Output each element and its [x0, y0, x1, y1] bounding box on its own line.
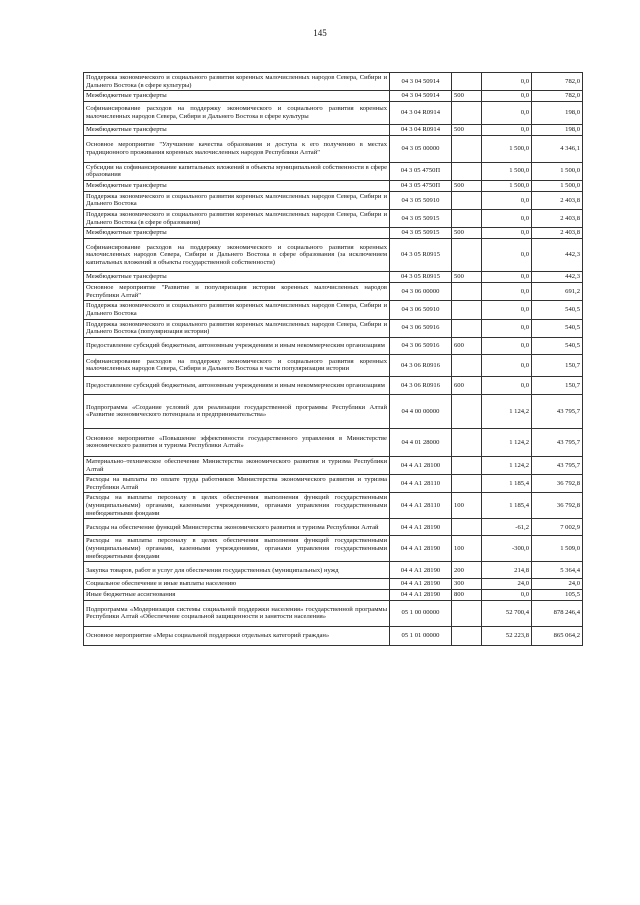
- row-code-cell: 04 3 06 50916: [390, 337, 452, 354]
- row-name-cell: Материально–техническое обеспечение Министерства экономического развития и туризма Республики Алтай: [84, 456, 390, 474]
- row-code-cell: 04 4 А1 28190: [390, 562, 452, 579]
- table-row: [84, 337, 583, 354]
- row-amount-change-cell: 52 223,8: [482, 626, 532, 645]
- row-type-cell: [452, 239, 482, 272]
- row-amount-change-cell: 0,0: [482, 590, 532, 601]
- row-amount-total-cell: 150,7: [532, 354, 583, 376]
- row-name-cell: Поддержка экономического и социального развития коренных малочисленных народов Севера, Сибири и Дальнего Востока: [84, 301, 390, 319]
- row-code-cell: 04 3 05 50915: [390, 228, 452, 239]
- table-row: [84, 239, 583, 272]
- row-type-cell: [452, 191, 482, 209]
- row-amount-change-cell: 0,0: [482, 239, 532, 272]
- row-type-cell: [452, 456, 482, 474]
- row-code-cell: 04 4 А1 28110: [390, 493, 452, 519]
- row-name-cell: Основное мероприятие «Повышение эффективности государственного управления в Министерстве экономического развития и туризма Республики Алтай»: [84, 428, 390, 456]
- row-amount-total-cell: 43 795,7: [532, 394, 583, 428]
- row-amount-total-cell: 442,3: [532, 272, 583, 283]
- row-code-cell: 04 3 04 50914: [390, 73, 452, 91]
- row-code-cell: 04 4 00 00000: [390, 394, 452, 428]
- table-row: [84, 475, 583, 493]
- row-code-cell: 04 3 04 R0914: [390, 101, 452, 124]
- table-row: [84, 519, 583, 536]
- table-row: [84, 272, 583, 283]
- row-name-cell: Софинансирование расходов на поддержку экономического и социального развития коренных малочисленных народов Севера, Сибири и Дальнего Востока в сфере культуры: [84, 101, 390, 124]
- row-type-cell: [452, 73, 482, 91]
- row-type-cell: [452, 162, 482, 180]
- budget-table-body: [84, 73, 583, 646]
- row-amount-total-cell: 4 346,1: [532, 135, 583, 162]
- row-amount-change-cell: 0,0: [482, 228, 532, 239]
- row-type-cell: 100: [452, 493, 482, 519]
- page-number: 145: [313, 28, 327, 38]
- row-amount-change-cell: 1 124,2: [482, 456, 532, 474]
- table-row: [84, 428, 583, 456]
- row-code-cell: 04 4 А1 28190: [390, 579, 452, 590]
- row-code-cell: 04 3 06 50910: [390, 301, 452, 319]
- table-row: [84, 191, 583, 209]
- row-amount-total-cell: 105,5: [532, 590, 583, 601]
- row-code-cell: 04 4 А1 28190: [390, 536, 452, 562]
- row-name-cell: Подпрограмма «Создание условий для реализации государственной программы Республики Алтай «Развитие экономического потенциала и предпринимательства»: [84, 394, 390, 428]
- row-code-cell: 05 1 01 00000: [390, 626, 452, 645]
- row-code-cell: 04 3 05 00000: [390, 135, 452, 162]
- row-name-cell: Субсидии на софинансирование капитальных вложений в объекты муниципальной собственности в сфере образования: [84, 162, 390, 180]
- row-type-cell: [452, 600, 482, 626]
- row-code-cell: 04 4 А1 28100: [390, 456, 452, 474]
- row-amount-change-cell: 1 124,2: [482, 428, 532, 456]
- row-amount-change-cell: 0,0: [482, 283, 532, 301]
- row-code-cell: 04 3 05 R0915: [390, 272, 452, 283]
- table-row: [84, 626, 583, 645]
- row-amount-change-cell: 1 185,4: [482, 475, 532, 493]
- table-row: [84, 91, 583, 102]
- table-row: [84, 354, 583, 376]
- table-row: [84, 283, 583, 301]
- row-name-cell: Подпрограмма «Модернизация системы социальной поддержки населения» государственной программы Республики Алтай «Обеспечение социальной защищенности и занятости населения»: [84, 600, 390, 626]
- row-name-cell: Основное мероприятие "Развитие и популяризация истории коренных малочисленных народов Республики Алтай": [84, 283, 390, 301]
- row-amount-total-cell: 7 002,9: [532, 519, 583, 536]
- row-code-cell: 04 4 А1 28190: [390, 519, 452, 536]
- row-type-cell: [452, 394, 482, 428]
- row-amount-total-cell: 24,0: [532, 579, 583, 590]
- row-amount-change-cell: 0,0: [482, 376, 532, 394]
- row-name-cell: Софинансирование расходов на поддержку экономического и социального развития коренных малочисленных народов Севера, Сибири и Дальнего Востока в части популяризации истории: [84, 354, 390, 376]
- row-name-cell: Поддержка экономического и социального развития коренных малочисленных народов Севера, Сибири и Дальнего Востока (в сфере культуры): [84, 73, 390, 91]
- row-amount-change-cell: 0,0: [482, 124, 532, 135]
- row-amount-total-cell: 442,3: [532, 239, 583, 272]
- row-name-cell: Межбюджетные трансферты: [84, 272, 390, 283]
- row-amount-change-cell: 214,8: [482, 562, 532, 579]
- row-amount-total-cell: 540,5: [532, 301, 583, 319]
- table-row: [84, 162, 583, 180]
- row-code-cell: 04 3 05 4750П: [390, 180, 452, 191]
- row-name-cell: Закупка товаров, работ и услуг для обеспечения государственных (муниципальных) нужд: [84, 562, 390, 579]
- table-row: [84, 579, 583, 590]
- row-type-cell: [452, 354, 482, 376]
- row-amount-change-cell: 0,0: [482, 101, 532, 124]
- table-row: [84, 124, 583, 135]
- row-code-cell: 04 3 06 00000: [390, 283, 452, 301]
- table-row: [84, 73, 583, 91]
- row-amount-total-cell: 878 246,4: [532, 600, 583, 626]
- row-name-cell: Предоставление субсидий бюджетным, автономным учреждениям и иным некоммерческим организациям: [84, 337, 390, 354]
- row-name-cell: Поддержка экономического и социального развития коренных малочисленных народов Севера, Сибири и Дальнего Востока (в сфере образования): [84, 210, 390, 228]
- row-amount-change-cell: 0,0: [482, 210, 532, 228]
- row-amount-total-cell: 43 795,7: [532, 428, 583, 456]
- table-row: [84, 301, 583, 319]
- row-name-cell: Расходы на обеспечение функций Министерства экономического развития и туризма Республики Алтай: [84, 519, 390, 536]
- budget-table: [83, 72, 583, 646]
- row-name-cell: Социальное обеспечение и иные выплаты населению: [84, 579, 390, 590]
- row-amount-total-cell: 782,0: [532, 91, 583, 102]
- row-amount-change-cell: 1 500,0: [482, 162, 532, 180]
- row-name-cell: Поддержка экономического и социального развития коренных малочисленных народов Севера, Сибири и Дальнего Востока (популяризация истории): [84, 319, 390, 337]
- row-amount-total-cell: 198,0: [532, 124, 583, 135]
- row-code-cell: 04 3 05 R0915: [390, 239, 452, 272]
- row-amount-change-cell: 0,0: [482, 354, 532, 376]
- row-amount-total-cell: 782,0: [532, 73, 583, 91]
- row-amount-total-cell: 865 064,2: [532, 626, 583, 645]
- row-amount-total-cell: 36 792,8: [532, 493, 583, 519]
- row-code-cell: 04 3 06 R0916: [390, 354, 452, 376]
- row-amount-total-cell: 2 403,8: [532, 228, 583, 239]
- table-row: [84, 536, 583, 562]
- row-code-cell: 04 4 А1 28190: [390, 590, 452, 601]
- table-row: [84, 376, 583, 394]
- row-type-cell: 500: [452, 91, 482, 102]
- row-name-cell: Расходы на выплаты персоналу в целях обеспечения выполнения функций государственными (муниципальными) органами, казенными учреждениями, органами управления государственными внебюджетными фондами: [84, 536, 390, 562]
- row-code-cell: 04 3 05 50910: [390, 191, 452, 209]
- table-row: [84, 180, 583, 191]
- row-code-cell: 04 3 06 R0916: [390, 376, 452, 394]
- table-row: [84, 319, 583, 337]
- row-amount-total-cell: 2 403,8: [532, 210, 583, 228]
- row-type-cell: 100: [452, 536, 482, 562]
- row-code-cell: 04 3 05 50915: [390, 210, 452, 228]
- row-amount-change-cell: 24,0: [482, 579, 532, 590]
- row-amount-change-cell: 52 700,4: [482, 600, 532, 626]
- row-amount-change-cell: 0,0: [482, 191, 532, 209]
- row-name-cell: Основное мероприятие "Улучшение качества образования и доступа к его получению в местах традиционного проживания коренных малочисленных народов Республики Алтай": [84, 135, 390, 162]
- row-amount-change-cell: -300,0: [482, 536, 532, 562]
- row-name-cell: Межбюджетные трансферты: [84, 91, 390, 102]
- row-code-cell: 04 3 06 50916: [390, 319, 452, 337]
- row-amount-change-cell: 0,0: [482, 337, 532, 354]
- row-amount-change-cell: 1 500,0: [482, 180, 532, 191]
- row-amount-total-cell: 150,7: [532, 376, 583, 394]
- row-type-cell: 500: [452, 180, 482, 191]
- row-amount-total-cell: 2 403,8: [532, 191, 583, 209]
- row-amount-change-cell: 0,0: [482, 301, 532, 319]
- row-type-cell: [452, 428, 482, 456]
- row-code-cell: 05 1 00 00000: [390, 600, 452, 626]
- row-type-cell: [452, 319, 482, 337]
- row-code-cell: 04 3 05 4750П: [390, 162, 452, 180]
- row-type-cell: [452, 135, 482, 162]
- table-row: [84, 456, 583, 474]
- row-type-cell: [452, 301, 482, 319]
- row-type-cell: 500: [452, 272, 482, 283]
- row-amount-change-cell: -61,2: [482, 519, 532, 536]
- row-amount-change-cell: 0,0: [482, 319, 532, 337]
- row-name-cell: Основное мероприятие «Меры социальной поддержки отдельных категорий граждан»: [84, 626, 390, 645]
- row-type-cell: 300: [452, 579, 482, 590]
- row-name-cell: Поддержка экономического и социального развития коренных малочисленных народов Севера, Сибири и Дальнего Востока: [84, 191, 390, 209]
- row-amount-change-cell: 1 185,4: [482, 493, 532, 519]
- table-row: [84, 228, 583, 239]
- row-code-cell: 04 3 04 R0914: [390, 124, 452, 135]
- row-amount-change-cell: 0,0: [482, 272, 532, 283]
- table-row: [84, 135, 583, 162]
- row-type-cell: 800: [452, 590, 482, 601]
- row-amount-total-cell: 36 792,8: [532, 475, 583, 493]
- table-row: [84, 600, 583, 626]
- row-name-cell: Межбюджетные трансферты: [84, 124, 390, 135]
- row-amount-total-cell: 691,2: [532, 283, 583, 301]
- row-amount-total-cell: 1 500,0: [532, 180, 583, 191]
- row-type-cell: [452, 475, 482, 493]
- table-row: [84, 101, 583, 124]
- row-code-cell: 04 3 04 50914: [390, 91, 452, 102]
- table-row: [84, 562, 583, 579]
- row-amount-change-cell: 1 500,0: [482, 135, 532, 162]
- row-code-cell: 04 4 А1 28110: [390, 475, 452, 493]
- table-row: [84, 394, 583, 428]
- row-name-cell: Межбюджетные трансферты: [84, 180, 390, 191]
- row-name-cell: Софинансирование расходов на поддержку экономического и социального развития коренных малочисленных народов Севера, Сибири и Дальнего Востока в сфере образования (за исключением капитальных вложений в объекты государственной собственности): [84, 239, 390, 272]
- row-type-cell: [452, 283, 482, 301]
- row-code-cell: 04 4 01 28000: [390, 428, 452, 456]
- row-type-cell: 500: [452, 124, 482, 135]
- row-amount-change-cell: 0,0: [482, 73, 532, 91]
- row-amount-total-cell: 43 795,7: [532, 456, 583, 474]
- row-amount-total-cell: 1 500,0: [532, 162, 583, 180]
- row-type-cell: 600: [452, 376, 482, 394]
- row-amount-total-cell: 540,5: [532, 319, 583, 337]
- row-amount-change-cell: 1 124,2: [482, 394, 532, 428]
- table-row: [84, 210, 583, 228]
- row-name-cell: Расходы на выплаты по оплате труда работников Министерства экономического развития и туризма Республики Алтай: [84, 475, 390, 493]
- row-amount-change-cell: 0,0: [482, 91, 532, 102]
- row-type-cell: [452, 210, 482, 228]
- row-amount-total-cell: 5 364,4: [532, 562, 583, 579]
- row-type-cell: [452, 519, 482, 536]
- row-type-cell: [452, 101, 482, 124]
- row-amount-total-cell: 1 509,0: [532, 536, 583, 562]
- row-type-cell: 200: [452, 562, 482, 579]
- row-type-cell: 500: [452, 228, 482, 239]
- row-type-cell: [452, 626, 482, 645]
- row-amount-total-cell: 540,5: [532, 337, 583, 354]
- row-name-cell: Межбюджетные трансферты: [84, 228, 390, 239]
- row-name-cell: Предоставление субсидий бюджетным, автономным учреждениям и иным некоммерческим организациям: [84, 376, 390, 394]
- table-row: [84, 590, 583, 601]
- table-row: [84, 493, 583, 519]
- row-amount-total-cell: 198,0: [532, 101, 583, 124]
- row-name-cell: Расходы на выплаты персоналу в целях обеспечения выполнения функций государственными (муниципальными) органами, казенными учреждениями, органами управления государственными внебюджетными фондами: [84, 493, 390, 519]
- row-type-cell: 600: [452, 337, 482, 354]
- row-name-cell: Иные бюджетные ассигнования: [84, 590, 390, 601]
